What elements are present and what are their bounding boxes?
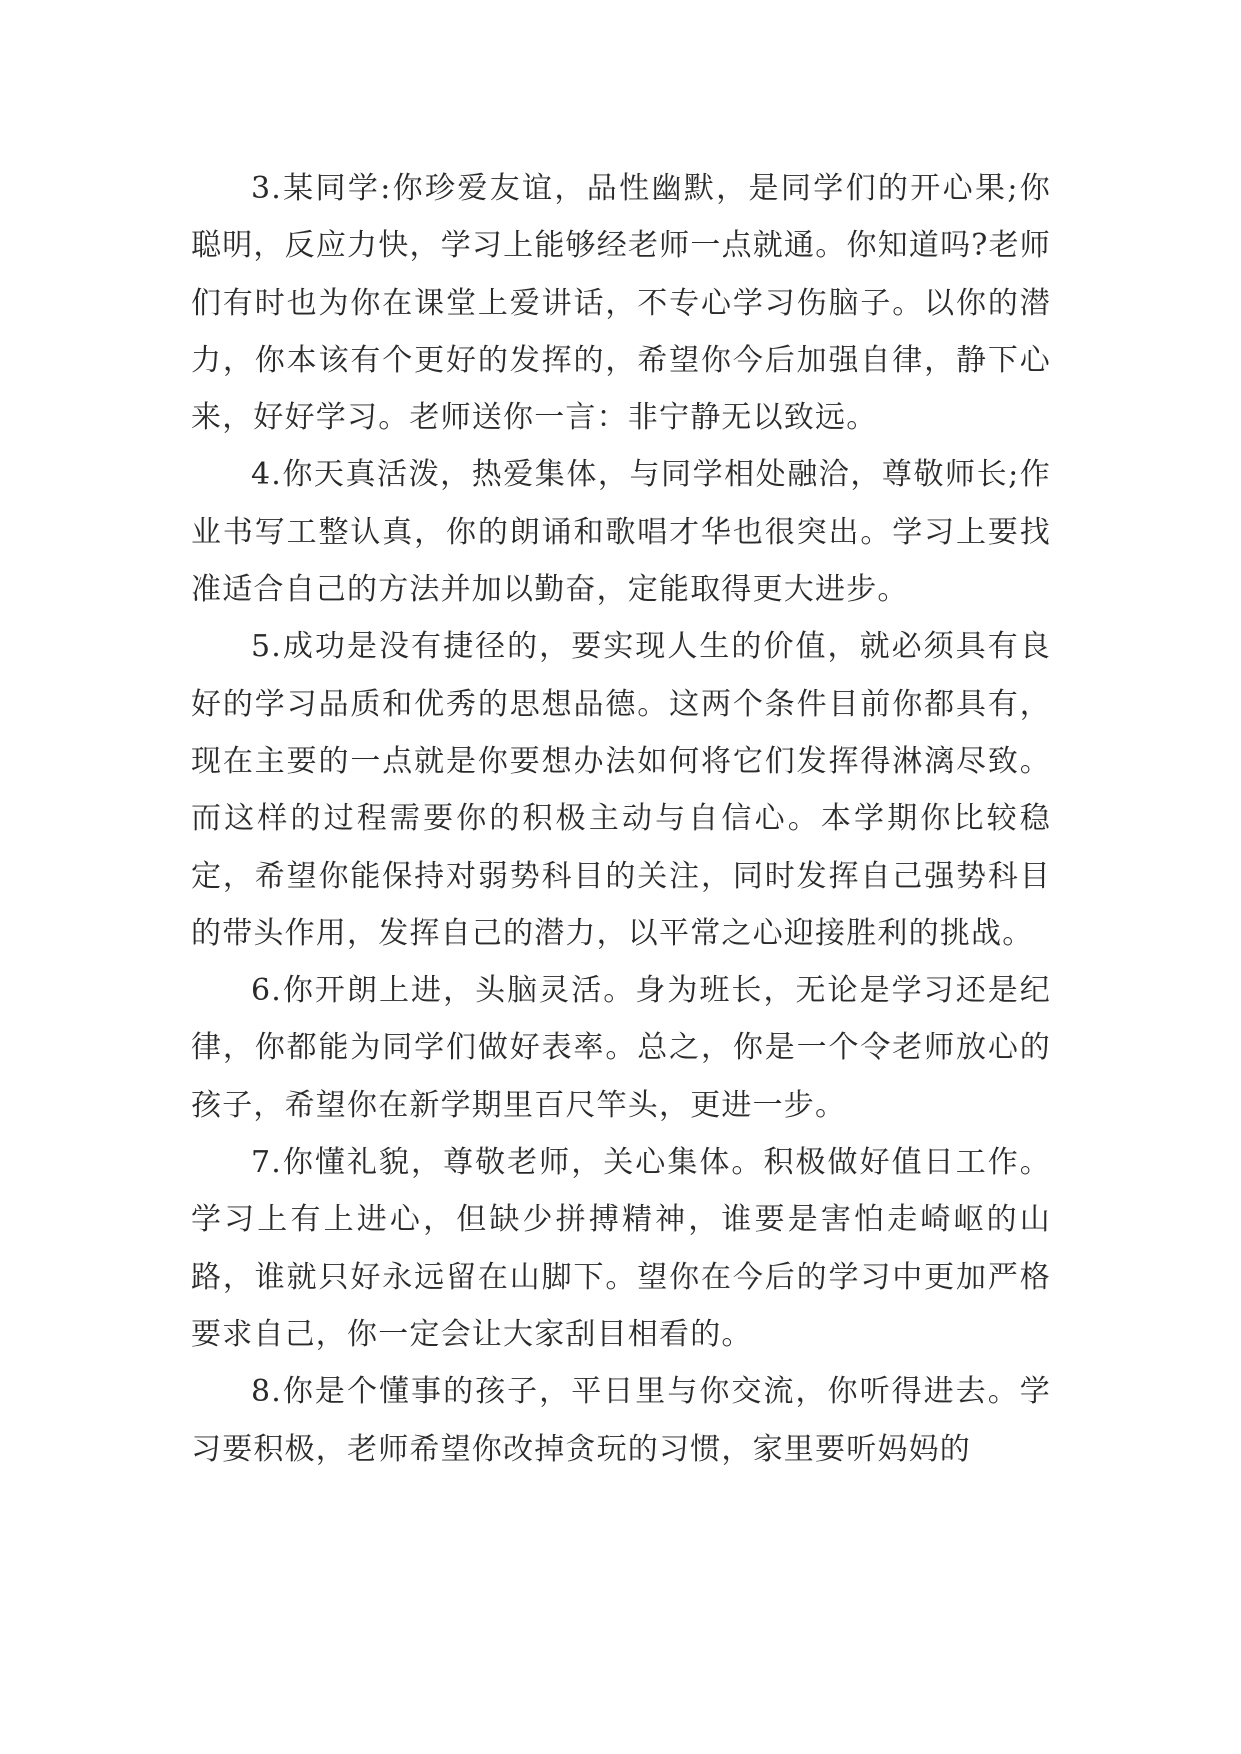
paragraph-4: 4.你天真活泼，热爱集体，与同学相处融洽，尊敬师长;作业书写工整认真，你的朗诵和歌唱才华也很突出。学习上要找准适合自己的方法并加以勤奋，定能取得更大进步。 bbox=[191, 457, 1051, 608]
document-body bbox=[191, 160, 1051, 1478]
paragraph-3: 3.某同学:你珍爱友谊，品性幽默，是同学们的开心果;你聪明，反应力快，学习上能够经老师一点就通。你知道吗?老师们有时也为你在课堂上爱讲话，不专心学习伤脑子。以你的潜力，你本该有个更好的发挥的，希望你今后加强自律，静下心来，好好学习。老师送你一言：非宁静无以致远。 bbox=[191, 171, 1051, 436]
paragraph-5: 5.成功是没有捷径的，要实现人生的价值，就必须具有良好的学习品质和优秀的思想品德。这两个条件目前你都具有，现在主要的一点就是你要想办法如何将它们发挥得淋漓尽致。而这样的过程需要你的积极主动与自信心。本学期你比较稳定，希望你能保持对弱势科目的关注，同时发挥自己强势科目的带头作用，发挥自己的潜力，以平常之心迎接胜利的挑战。 bbox=[191, 629, 1051, 951]
paragraph-8: 8.你是个懂事的孩子，平日里与你交流，你听得进去。学习要积极，老师希望你改掉贪玩的习惯，家里要听妈妈的 bbox=[191, 1374, 1051, 1467]
paragraph-6: 6.你开朗上进，头脑灵活。身为班长，无论是学习还是纪律，你都能为同学们做好表率。总之，你是一个令老师放心的孩子，希望你在新学期里百尺竿头，更进一步。 bbox=[191, 973, 1051, 1123]
paragraph-7: 7.你懂礼貌，尊敬老师，关心集体。积极做好值日工作。学习上有上进心，但缺少拼搏精神，谁要是害怕走崎岖的山路，谁就只好永远留在山脚下。望你在今后的学习中更加严格要求自己，你一定会让大家刮目相看的。 bbox=[191, 1145, 1051, 1352]
